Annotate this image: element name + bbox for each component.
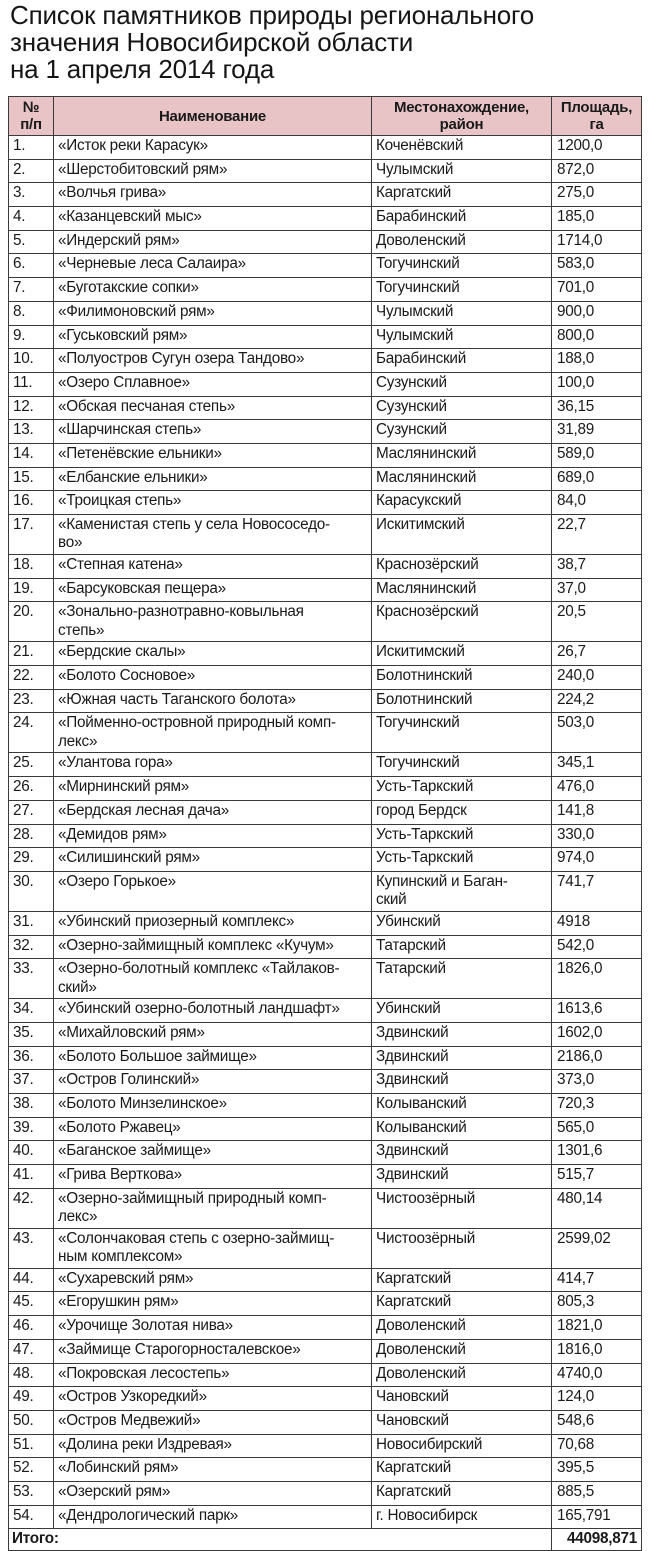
area-ha: 2599,02: [552, 1228, 642, 1268]
district: Доволенский: [372, 1339, 552, 1363]
row-number: 38.: [9, 1094, 54, 1118]
title-line-2: значения Новосибирской области: [10, 27, 414, 57]
monument-name: «Болото Большое займище»: [54, 1046, 372, 1070]
table-row: [9, 1228, 642, 1268]
district: Тогучинский: [372, 278, 552, 302]
area-ha: 165,791: [552, 1505, 642, 1529]
area-ha: 185,0: [552, 207, 642, 231]
area-ha: 701,0: [552, 278, 642, 302]
monument-name: «Пойменно-островной природный комп- лекс»: [54, 713, 372, 753]
monument-name: «Дендрологический парк»: [54, 1505, 372, 1529]
monument-name: «Болото Ржавец»: [54, 1117, 372, 1141]
district: Убинский: [372, 999, 552, 1023]
table-total-row: [9, 1529, 642, 1551]
monument-name: «Болото Минзелинское»: [54, 1094, 372, 1118]
row-number: 48.: [9, 1363, 54, 1387]
title-line-3: на 1 апреля 2014 года: [10, 54, 275, 84]
table-row: [9, 183, 642, 207]
monument-name: «Бердские скалы»: [54, 642, 372, 666]
row-number: 19.: [9, 578, 54, 602]
nature-monuments-table: [8, 96, 642, 1551]
table-row: [9, 443, 642, 467]
row-number: 4.: [9, 207, 54, 231]
area-ha: 515,7: [552, 1165, 642, 1189]
row-number: 5.: [9, 230, 54, 254]
monument-name: «Елбанские ельники»: [54, 467, 372, 491]
area-ha: 275,0: [552, 183, 642, 207]
monument-name: «Урочище Золотая нива»: [54, 1316, 372, 1340]
table-row: [9, 278, 642, 302]
monument-name: «Лобинский рям»: [54, 1458, 372, 1482]
monument-name: «Убинский приозерный комплекс»: [54, 911, 372, 935]
district: Краснозёрский: [372, 555, 552, 579]
table-row: [9, 602, 642, 642]
table-row: [9, 999, 642, 1023]
monument-name: «Остров Медвежий»: [54, 1410, 372, 1434]
row-number: 39.: [9, 1117, 54, 1141]
row-number: 20.: [9, 602, 54, 642]
monument-name: «Сухаревский рям»: [54, 1268, 372, 1292]
table-row: [9, 420, 642, 444]
district: Чулымский: [372, 301, 552, 325]
document-title: [10, 2, 645, 83]
monument-name: «Болото Сосновое»: [54, 666, 372, 690]
table-row: [9, 372, 642, 396]
area-ha: 330,0: [552, 824, 642, 848]
row-number: 30.: [9, 871, 54, 911]
row-number: 12.: [9, 396, 54, 420]
district: Купинский и Баган- ский: [372, 871, 552, 911]
monument-name: «Исток реки Карасук»: [54, 136, 372, 160]
monument-name: «Остров Голинский»: [54, 1070, 372, 1094]
district: Сузунский: [372, 420, 552, 444]
area-ha: 141,8: [552, 800, 642, 824]
area-ha: 70,68: [552, 1434, 642, 1458]
table-row: [9, 1316, 642, 1340]
district: Маслянинский: [372, 467, 552, 491]
monument-name: «Озерский рям»: [54, 1481, 372, 1505]
area-ha: 1301,6: [552, 1141, 642, 1165]
area-ha: 805,3: [552, 1292, 642, 1316]
district: Татарский: [372, 959, 552, 999]
row-number: 49.: [9, 1387, 54, 1411]
table-row: [9, 713, 642, 753]
monument-name: «Шарчинская степь»: [54, 420, 372, 444]
table-row: [9, 1117, 642, 1141]
area-ha: 720,3: [552, 1094, 642, 1118]
header-location: Местонахождение, район: [372, 97, 552, 136]
district: Чулымский: [372, 325, 552, 349]
district: Чулымский: [372, 159, 552, 183]
table-row: [9, 396, 642, 420]
header-area: Площадь, га: [552, 97, 642, 136]
district: Колыванский: [372, 1094, 552, 1118]
area-ha: 1613,6: [552, 999, 642, 1023]
area-ha: 4918: [552, 911, 642, 935]
area-ha: 124,0: [552, 1387, 642, 1411]
district: Усть-Таркский: [372, 824, 552, 848]
area-ha: 20,5: [552, 602, 642, 642]
area-ha: 565,0: [552, 1117, 642, 1141]
row-number: 42.: [9, 1188, 54, 1228]
table-row: [9, 1387, 642, 1411]
monument-name: «Баганское займище»: [54, 1141, 372, 1165]
row-number: 41.: [9, 1165, 54, 1189]
row-number: 50.: [9, 1410, 54, 1434]
district: Здвинский: [372, 1070, 552, 1094]
area-ha: 2186,0: [552, 1046, 642, 1070]
monument-name: «Озерно-болотный комплекс «Тайлаков- ский»: [54, 959, 372, 999]
area-ha: 589,0: [552, 443, 642, 467]
table-row: [9, 1141, 642, 1165]
table-row: [9, 1188, 642, 1228]
area-ha: 1816,0: [552, 1339, 642, 1363]
district: Доволенский: [372, 230, 552, 254]
district: г. Новосибирск: [372, 1505, 552, 1529]
table-row: [9, 467, 642, 491]
table-row: [9, 935, 642, 959]
area-ha: 476,0: [552, 777, 642, 801]
total-label: Итого:: [9, 1529, 552, 1551]
monument-name: «Обская песчаная степь»: [54, 396, 372, 420]
district: Краснозёрский: [372, 602, 552, 642]
header-name: Наименование: [54, 97, 372, 136]
district: Барабинский: [372, 349, 552, 373]
monument-name: «Полуостров Сугун озера Тандово»: [54, 349, 372, 373]
district: Маслянинский: [372, 578, 552, 602]
area-ha: 1821,0: [552, 1316, 642, 1340]
row-number: 37.: [9, 1070, 54, 1094]
district: Тогучинский: [372, 254, 552, 278]
monument-name: «Филимоновский рям»: [54, 301, 372, 325]
district: Каргатский: [372, 183, 552, 207]
area-ha: 872,0: [552, 159, 642, 183]
district: Усть-Таркский: [372, 848, 552, 872]
district: Новосибирский: [372, 1434, 552, 1458]
row-number: 54.: [9, 1505, 54, 1529]
area-ha: 480,14: [552, 1188, 642, 1228]
area-ha: 542,0: [552, 935, 642, 959]
table-row: [9, 136, 642, 160]
monument-name: «Буготакские сопки»: [54, 278, 372, 302]
district: Доволенский: [372, 1363, 552, 1387]
monument-name: «Черневые леса Салаира»: [54, 254, 372, 278]
area-ha: 31,89: [552, 420, 642, 444]
row-number: 27.: [9, 800, 54, 824]
area-ha: 503,0: [552, 713, 642, 753]
header-num: № п/п: [9, 97, 54, 136]
area-ha: 974,0: [552, 848, 642, 872]
monument-name: «Демидов рям»: [54, 824, 372, 848]
table-header-row: [9, 97, 642, 136]
row-number: 3.: [9, 183, 54, 207]
area-ha: 800,0: [552, 325, 642, 349]
table-row: [9, 1070, 642, 1094]
monument-name: «Покровская лесостепь»: [54, 1363, 372, 1387]
area-ha: 240,0: [552, 666, 642, 690]
row-number: 14.: [9, 443, 54, 467]
table-row: [9, 666, 642, 690]
row-number: 18.: [9, 555, 54, 579]
row-number: 22.: [9, 666, 54, 690]
row-number: 34.: [9, 999, 54, 1023]
table-row: [9, 911, 642, 935]
district: Чановский: [372, 1410, 552, 1434]
monument-name: «Озеро Горькое»: [54, 871, 372, 911]
table-row: [9, 848, 642, 872]
table-row: [9, 1339, 642, 1363]
monument-name: «Южная часть Таганского болота»: [54, 689, 372, 713]
row-number: 32.: [9, 935, 54, 959]
area-ha: 900,0: [552, 301, 642, 325]
table-row: [9, 824, 642, 848]
table-row: [9, 753, 642, 777]
monument-name: «Озеро Сплавное»: [54, 372, 372, 396]
row-number: 51.: [9, 1434, 54, 1458]
row-number: 40.: [9, 1141, 54, 1165]
table-row: [9, 1165, 642, 1189]
area-ha: 188,0: [552, 349, 642, 373]
area-ha: 4740,0: [552, 1363, 642, 1387]
table-row: [9, 555, 642, 579]
area-ha: 548,6: [552, 1410, 642, 1434]
row-number: 21.: [9, 642, 54, 666]
district: Усть-Таркский: [372, 777, 552, 801]
row-number: 53.: [9, 1481, 54, 1505]
district: Чистоозёрный: [372, 1228, 552, 1268]
district: Чановский: [372, 1387, 552, 1411]
monument-name: «Силишинский рям»: [54, 848, 372, 872]
row-number: 8.: [9, 301, 54, 325]
district: Здвинский: [372, 1022, 552, 1046]
district: Каргатский: [372, 1481, 552, 1505]
row-number: 31.: [9, 911, 54, 935]
table-row: [9, 1292, 642, 1316]
monument-name: «Озерно-займищный комплекс «Кучум»: [54, 935, 372, 959]
table-row: [9, 491, 642, 515]
table-row: [9, 1434, 642, 1458]
row-number: 2.: [9, 159, 54, 183]
table-row: [9, 800, 642, 824]
table-row: [9, 1046, 642, 1070]
row-number: 24.: [9, 713, 54, 753]
area-ha: 414,7: [552, 1268, 642, 1292]
district: Карасукский: [372, 491, 552, 515]
row-number: 29.: [9, 848, 54, 872]
area-ha: 26,7: [552, 642, 642, 666]
district: Болотнинский: [372, 689, 552, 713]
monument-name: «Займище Старогорносталевское»: [54, 1339, 372, 1363]
area-ha: 583,0: [552, 254, 642, 278]
table-row: [9, 207, 642, 231]
row-number: 10.: [9, 349, 54, 373]
title-line-1: Список памятников природы регионального: [10, 0, 534, 30]
district: Чистоозёрный: [372, 1188, 552, 1228]
table-row: [9, 777, 642, 801]
row-number: 45.: [9, 1292, 54, 1316]
row-number: 33.: [9, 959, 54, 999]
row-number: 25.: [9, 753, 54, 777]
district: Искитимский: [372, 515, 552, 555]
district: Коченёвский: [372, 136, 552, 160]
monument-name: «Зонально-разнотравно-ковыльная степь»: [54, 602, 372, 642]
district: Сузунский: [372, 396, 552, 420]
row-number: 44.: [9, 1268, 54, 1292]
monument-name: «Улантова гора»: [54, 753, 372, 777]
area-ha: 36,15: [552, 396, 642, 420]
district: Искитимский: [372, 642, 552, 666]
district: Каргатский: [372, 1268, 552, 1292]
district: Доволенский: [372, 1316, 552, 1340]
monument-name: «Индерский рям»: [54, 230, 372, 254]
monument-name: «Барсуковская пещера»: [54, 578, 372, 602]
monument-name: «Бердская лесная дача»: [54, 800, 372, 824]
monument-name: «Каменистая степь у села Новососедо- во»: [54, 515, 372, 555]
area-ha: 37,0: [552, 578, 642, 602]
table-row: [9, 1481, 642, 1505]
district: Татарский: [372, 935, 552, 959]
area-ha: 345,1: [552, 753, 642, 777]
row-number: 11.: [9, 372, 54, 396]
row-number: 46.: [9, 1316, 54, 1340]
row-number: 36.: [9, 1046, 54, 1070]
district: Колыванский: [372, 1117, 552, 1141]
district: Здвинский: [372, 1046, 552, 1070]
row-number: 35.: [9, 1022, 54, 1046]
area-ha: 1714,0: [552, 230, 642, 254]
district: Каргатский: [372, 1292, 552, 1316]
monument-name: «Долина реки Издревая»: [54, 1434, 372, 1458]
area-ha: 22,7: [552, 515, 642, 555]
table-row: [9, 1268, 642, 1292]
area-ha: 1826,0: [552, 959, 642, 999]
row-number: 23.: [9, 689, 54, 713]
monument-name: «Остров Узкоредкий»: [54, 1387, 372, 1411]
monument-name: «Петенёвские ельники»: [54, 443, 372, 467]
table-row: [9, 230, 642, 254]
area-ha: 395,5: [552, 1458, 642, 1482]
area-ha: 689,0: [552, 467, 642, 491]
monument-name: «Егорушкин рям»: [54, 1292, 372, 1316]
area-ha: 1602,0: [552, 1022, 642, 1046]
monument-name: «Волчья грива»: [54, 183, 372, 207]
row-number: 17.: [9, 515, 54, 555]
district: город Бердск: [372, 800, 552, 824]
district: Здвинский: [372, 1141, 552, 1165]
monument-name: «Гуськовский рям»: [54, 325, 372, 349]
table-body: [9, 136, 642, 1529]
total-value: 44098,871: [552, 1529, 642, 1551]
row-number: 47.: [9, 1339, 54, 1363]
area-ha: 100,0: [552, 372, 642, 396]
table-row: [9, 159, 642, 183]
table-row: [9, 871, 642, 911]
area-ha: 38,7: [552, 555, 642, 579]
table-row: [9, 301, 642, 325]
table-row: [9, 349, 642, 373]
row-number: 9.: [9, 325, 54, 349]
area-ha: 885,5: [552, 1481, 642, 1505]
district: Болотнинский: [372, 666, 552, 690]
table-row: [9, 515, 642, 555]
row-number: 43.: [9, 1228, 54, 1268]
monument-name: «Казанцевский мыс»: [54, 207, 372, 231]
monument-name: «Озерно-займищный природный комп- лекс»: [54, 1188, 372, 1228]
monument-name: «Троицкая степь»: [54, 491, 372, 515]
monument-name: «Убинский озерно-болотный ландшафт»: [54, 999, 372, 1023]
table-row: [9, 959, 642, 999]
table-row: [9, 689, 642, 713]
district: Тогучинский: [372, 753, 552, 777]
row-number: 16.: [9, 491, 54, 515]
area-ha: 224,2: [552, 689, 642, 713]
row-number: 6.: [9, 254, 54, 278]
district: Барабинский: [372, 207, 552, 231]
table-row: [9, 325, 642, 349]
monument-name: «Солончаковая степь с озерно-займищ- ным комплексом»: [54, 1228, 372, 1268]
area-ha: 373,0: [552, 1070, 642, 1094]
monument-name: «Михайловский рям»: [54, 1022, 372, 1046]
table-row: [9, 578, 642, 602]
row-number: 28.: [9, 824, 54, 848]
district: Тогучинский: [372, 713, 552, 753]
monument-name: «Шерстобитовский рям»: [54, 159, 372, 183]
monument-name: «Степная катена»: [54, 555, 372, 579]
monument-name: «Грива Верткова»: [54, 1165, 372, 1189]
row-number: 52.: [9, 1458, 54, 1482]
district: Каргатский: [372, 1458, 552, 1482]
row-number: 7.: [9, 278, 54, 302]
table-row: [9, 1094, 642, 1118]
district: Маслянинский: [372, 443, 552, 467]
district: Убинский: [372, 911, 552, 935]
area-ha: 84,0: [552, 491, 642, 515]
table-row: [9, 1505, 642, 1529]
area-ha: 1200,0: [552, 136, 642, 160]
district: Сузунский: [372, 372, 552, 396]
table-row: [9, 1410, 642, 1434]
table-row: [9, 1363, 642, 1387]
area-ha: 741,7: [552, 871, 642, 911]
table-row: [9, 1022, 642, 1046]
monument-name: «Мирнинский рям»: [54, 777, 372, 801]
table-row: [9, 1458, 642, 1482]
row-number: 13.: [9, 420, 54, 444]
row-number: 15.: [9, 467, 54, 491]
table-row: [9, 254, 642, 278]
table-row: [9, 642, 642, 666]
district: Здвинский: [372, 1165, 552, 1189]
row-number: 26.: [9, 777, 54, 801]
row-number: 1.: [9, 136, 54, 160]
